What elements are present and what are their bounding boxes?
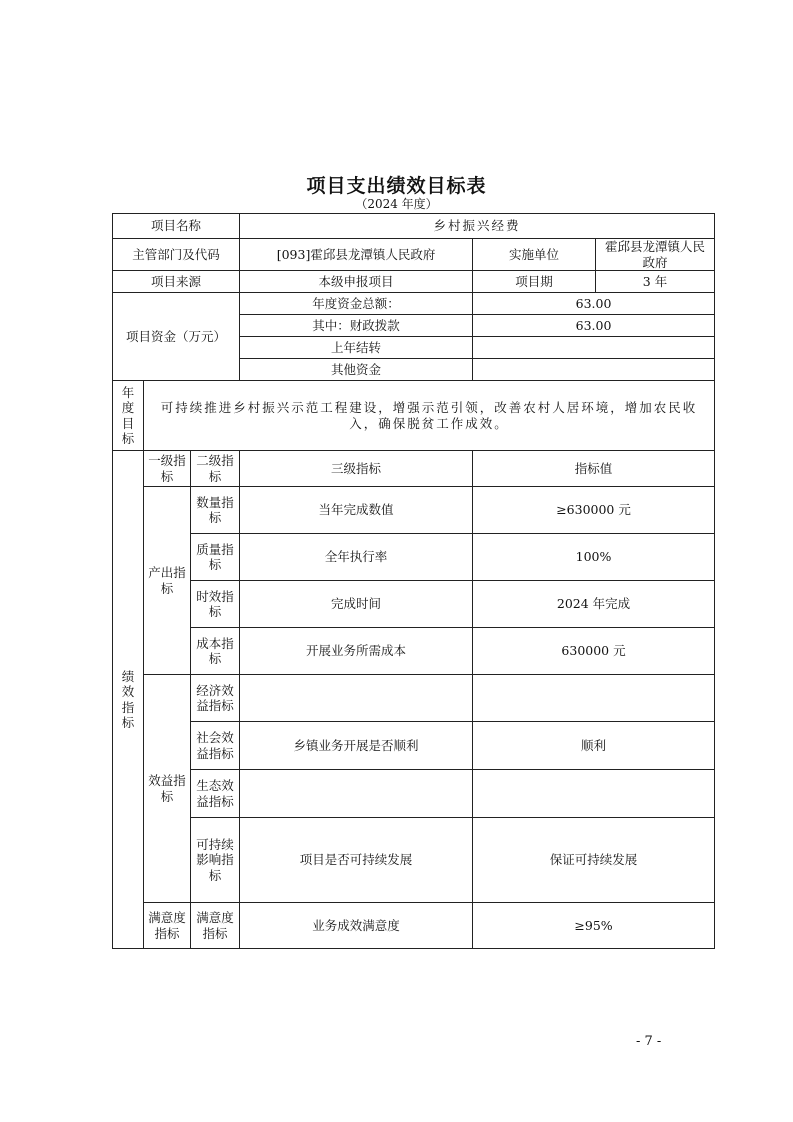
page-number: - 7 - <box>636 1034 662 1049</box>
period-value: 3 年 <box>596 271 715 293</box>
funds-total-label: 年度资金总额： <box>240 293 473 315</box>
funds-label: 项目资金（万元） <box>113 293 240 381</box>
goal-text: 可持续推进乡村振兴示范工程建设，增强示范引领，改善农村人居环境，增加农民收入，确保脱贫工作成效。 <box>144 381 715 451</box>
level3-label <box>240 770 473 818</box>
dept-value: [093]霍邱县龙潭镇人民政府 <box>240 239 473 271</box>
level3-label: 业务成效满意度 <box>240 903 473 949</box>
indicator-value: 顺利 <box>473 722 715 770</box>
level2-label: 生态效益指标 <box>191 770 240 818</box>
level2-label: 质量指标 <box>191 534 240 581</box>
level3-label: 完成时间 <box>240 581 473 628</box>
indicator-value: 保证可持续发展 <box>473 818 715 903</box>
table-row <box>113 675 715 722</box>
indicator-value <box>473 675 715 722</box>
unit-label: 实施单位 <box>473 239 596 271</box>
satisfaction-indicator-label: 满意度指标 <box>144 903 191 949</box>
dept-label: 主管部门及代码 <box>113 239 240 271</box>
table-row <box>113 722 715 770</box>
unit-value: 霍邱县龙潭镇人民政府 <box>596 239 715 271</box>
col-level3-header: 三级指标 <box>240 451 473 487</box>
funds-fiscal-label: 其中：财政拨款 <box>240 315 473 337</box>
level2-label: 时效指标 <box>191 581 240 628</box>
indicator-value: ≥630000 元 <box>473 487 715 534</box>
level3-label: 开展业务所需成本 <box>240 628 473 675</box>
col-level2-header: 二级指标 <box>191 451 240 487</box>
level2-label: 成本指标 <box>191 628 240 675</box>
level2-label: 数量指标 <box>191 487 240 534</box>
table-row <box>113 534 715 581</box>
level3-label: 全年执行率 <box>240 534 473 581</box>
performance-table <box>112 213 715 949</box>
funds-other-value <box>473 359 715 381</box>
indicator-value: 100% <box>473 534 715 581</box>
col-level1-header: 一级指标 <box>144 451 191 487</box>
funds-total-value: 63.00 <box>473 293 715 315</box>
level3-label <box>240 675 473 722</box>
indicator-value <box>473 770 715 818</box>
level2-label: 经济效益指标 <box>191 675 240 722</box>
level3-label: 乡镇业务开展是否顺利 <box>240 722 473 770</box>
funds-fiscal-value: 63.00 <box>473 315 715 337</box>
goal-label: 年度目标 <box>113 381 144 451</box>
table-row <box>113 770 715 818</box>
level2-label: 可持续影响指标 <box>191 818 240 903</box>
funds-carryover-value <box>473 337 715 359</box>
level2-label: 社会效益指标 <box>191 722 240 770</box>
level3-label: 项目是否可持续发展 <box>240 818 473 903</box>
output-indicator-label: 产出指标 <box>144 487 191 675</box>
col-value-header: 指标值 <box>473 451 715 487</box>
project-name-value: 乡村振兴经费 <box>240 214 715 239</box>
benefit-indicator-label: 效益指标 <box>144 675 191 903</box>
table-row <box>113 818 715 903</box>
source-value: 本级申报项目 <box>240 271 473 293</box>
table-row <box>113 487 715 534</box>
indicator-value: ≥95% <box>473 903 715 949</box>
page-subtitle: （2024 年度） <box>355 197 438 211</box>
table-row <box>113 581 715 628</box>
funds-carryover-label: 上年结转 <box>240 337 473 359</box>
source-label: 项目来源 <box>113 271 240 293</box>
table-row <box>113 903 715 949</box>
indicator-value: 630000 元 <box>473 628 715 675</box>
level2-label: 满意度指标 <box>191 903 240 949</box>
table-row <box>113 628 715 675</box>
level3-label: 当年完成数值 <box>240 487 473 534</box>
indicator-value: 2024 年完成 <box>473 581 715 628</box>
project-name-label: 项目名称 <box>113 214 240 239</box>
indicators-section-label: 绩效指标 <box>113 451 144 949</box>
page-title: 项目支出绩效目标表 <box>306 175 487 197</box>
period-label: 项目期 <box>473 271 596 293</box>
funds-other-label: 其他资金 <box>240 359 473 381</box>
